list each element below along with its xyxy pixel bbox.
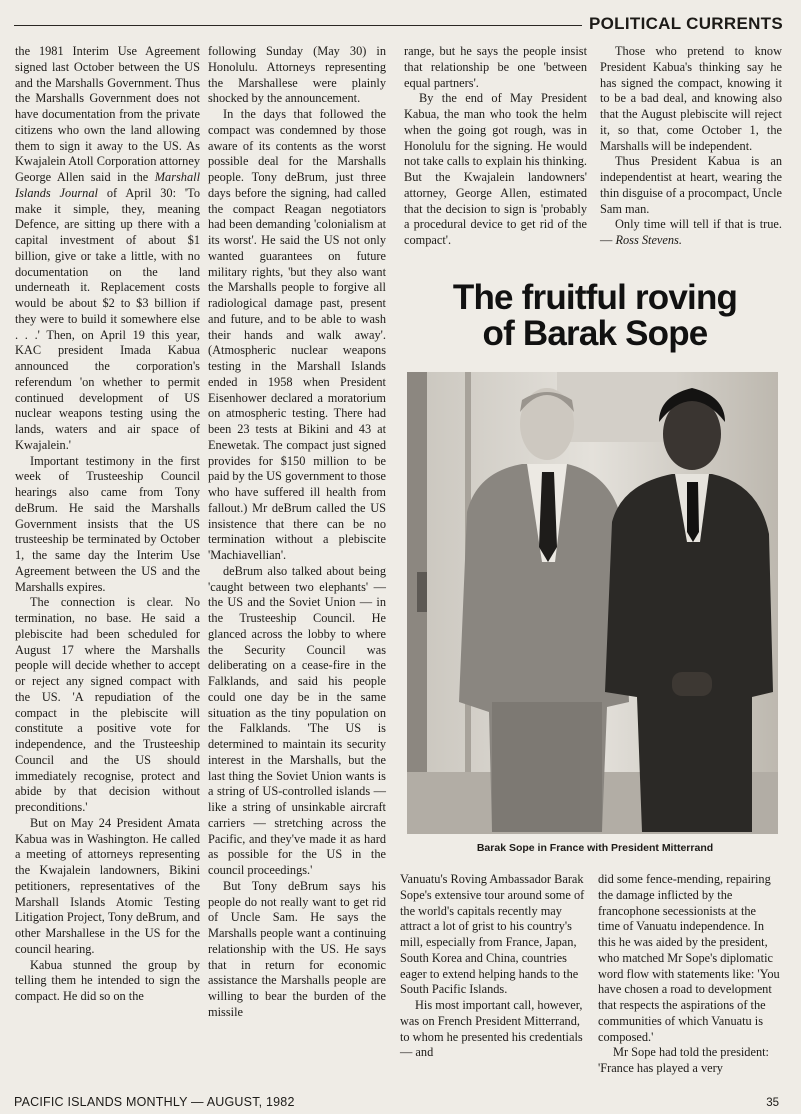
feature-headline: [400, 280, 790, 352]
publication-footer: PACIFIC ISLANDS MONTHLY — AUGUST, 1982: [14, 1095, 295, 1109]
paragraph: The connection is clear. No termination, no base. He said a plebiscite had been scheduled for August 17 where the Marshalls people will decide whether to accept or reject any signed compact with the US. 'A repudiation of the compact in the plebiscite will constitute a positive vote for independence, and the Trusteeship Council and the US should immediately recognise, protect and abide by that decision without preconditions.': [15, 595, 200, 814]
byline: Ross Stevens.: [615, 233, 682, 247]
article-column-1: [15, 44, 200, 1005]
paragraph: Only time will tell if that is true. — Ross Stevens.: [600, 217, 782, 247]
paragraph: did some fence-mending, repairing the damage inflicted by the francophone secessionists at the time of Vanuatu independence. In this he was aided by the president, who matched Mr Sope's diplomatic word flow with statements like: 'You have chosen a road to development that respects the aspirations of the communities of which Vanuatu is composed.': [598, 872, 780, 1044]
header-rule: [14, 25, 582, 26]
photo-caption: Barak Sope in France with President Mitterrand: [476, 842, 714, 854]
article-column-4: [600, 44, 782, 249]
paragraph: Mr Sope had told the president: 'France has played a very: [598, 1045, 769, 1075]
headline-line-1: The fruitful roving: [452, 278, 738, 317]
paragraph: Those who pretend to know President Kabua's thinking say he has signed the compact, knowing it to be a bad deal, and knowing also that the August plebiscite will reject it, so that, come October 1, the Marshalls will be independent.: [600, 44, 782, 153]
paragraph: But Tony deBrum says his people do not really want to get rid of Uncle Sam. He says the Marshalls people want a continuing relationship with the US. He says that in return for economic assistance the Marshalls people are willing to bear the burden of the missile: [208, 878, 386, 1019]
paragraph: Thus President Kabua is an independentist at heart, wearing the thin disguise of a procompact, Uncle Sam man.: [600, 154, 782, 216]
paragraph: the 1981 Interim Use Agreement signed last October between the US and the Marshalls Government. Thus the Marshalls Government does not have documentation from the private citizens who own the land allowing them to sign it away to the US. As Kwajalein Atoll Corporation attorney George Allen said in the Marshall Islands Journal of April 30: 'To make it simple, they, meaning Defence, are sitting up there with a capital investment of about $1 billion, give or take a little, with no documentation on the land underneath it. Replacement costs would be about $2 to $3 billion if they were to build it somewhere else . . .' Then, on April 19 this year, KAC president Imada Kabua announced the corporation's referendum 'on whether to permit continued development of US nuclear weapons testing using the lands, waters and air space of Kwajalein.': [15, 44, 200, 452]
feature-column-1: [400, 872, 585, 1061]
paragraph: His most important call, however, was on French President Mitterrand, to whom he presented his credentials — and: [400, 998, 583, 1060]
section-label: POLITICAL CURRENTS: [589, 14, 783, 33]
paragraph: Important testimony in the first week of Trusteeship Council hearings also came from Tony deBrum. He said the Marshalls Government insists that the US trusteeship be terminated by October 1, the same day the Interim Use Agreement between the US and the Marshalls expires.: [15, 453, 200, 594]
feature-photo: [407, 372, 778, 834]
photo-illustration: [407, 372, 778, 834]
article-column-3: [404, 44, 587, 249]
journal-title: Marshall Islands Journal: [15, 170, 200, 200]
paragraph: In the days that followed the compact was condemned by those aware of its contents as the worst possible deal for the Marshalls people. Tony deBrum, just three days before the signing, had called the compact Reagan negotiators had been demanding 'colonialism at its worst'. He said the US not only wanted guarantees on future military rights, 'but they also want the Marshalls people to forgive all radiological damage past, present and future, and to be able to wash their hands and walk away'. (Atmospheric nuclear weapons testing in the Marshall Islands ended in 1958 when President Eisenhower declared a moratorium on atmospheric testing. There had been 23 tests at Bikini and 43 at Enewetak. The compact just signed provides for $150 million to be paid by the US government to those who have suffered ill health from fallout.) Mr deBrum called the US insistence that there can be no termination without a plebiscite 'Machiavellian'.: [208, 107, 386, 562]
page-number: 35: [766, 1097, 779, 1109]
paragraph: But on May 24 President Amata Kabua was in Washington. He called a meeting of attorneys representing the Kwajalein landowners, Bikini petitioners, representatives of the Marshall Islands Atomic Testing Litigation Project, Tony deBrum, and other Marshallese in the US for the council hearing.: [15, 815, 200, 956]
paragraph: Kabua stunned the group by telling them he intended to sign the compact. He did so on the: [15, 957, 200, 1003]
paragraph: following Sunday (May 30) in Honolulu. Attorneys representing the Marshallese were plainly shocked by the announcement.: [208, 44, 386, 106]
headline-line-2: of Barak Sope: [482, 314, 708, 353]
feature-column-2: [598, 872, 781, 1077]
paragraph: deBrum also talked about being 'caught between two elephants' — the US and the Soviet Union — in the Trusteeship Council. He glanced across the lobby to where the Security Council was deliberating on a cease-fire in the Falklands, and said his people could one day be in the same situation as the tiny population on the Falklands. 'The US is determined to maintain its security interest in the Marshalls, but the last thing the Soviet Union wants is a string of US-controlled islands — like a string of unsinkable aircraft carriers — stretching across the Pacific, and they've made it as hard as possible for the US in the council proceedings.': [208, 563, 386, 877]
article-column-2: [208, 44, 386, 1021]
paragraph: By the end of May President Kabua, the man who took the helm when the going got rough, was in Honolulu for the signing. He would not take calls to explain his thinking. But the Kwajalein landowners' attorney, George Allen, estimated that the decision to sign is 'probably a procedural device to get rid of the compact'.: [404, 91, 587, 247]
paragraph: range, but he says the people insist that relationship be one 'between equal partners'.: [404, 44, 587, 90]
paragraph: Vanuatu's Roving Ambassador Barak Sope's extensive tour around some of the world's capitals recently may attract a lot of grist to his country's mill, especially from France, Japan, South Korea and China, countries eager to extend helping hands to the South Pacific Islands.: [400, 872, 585, 997]
